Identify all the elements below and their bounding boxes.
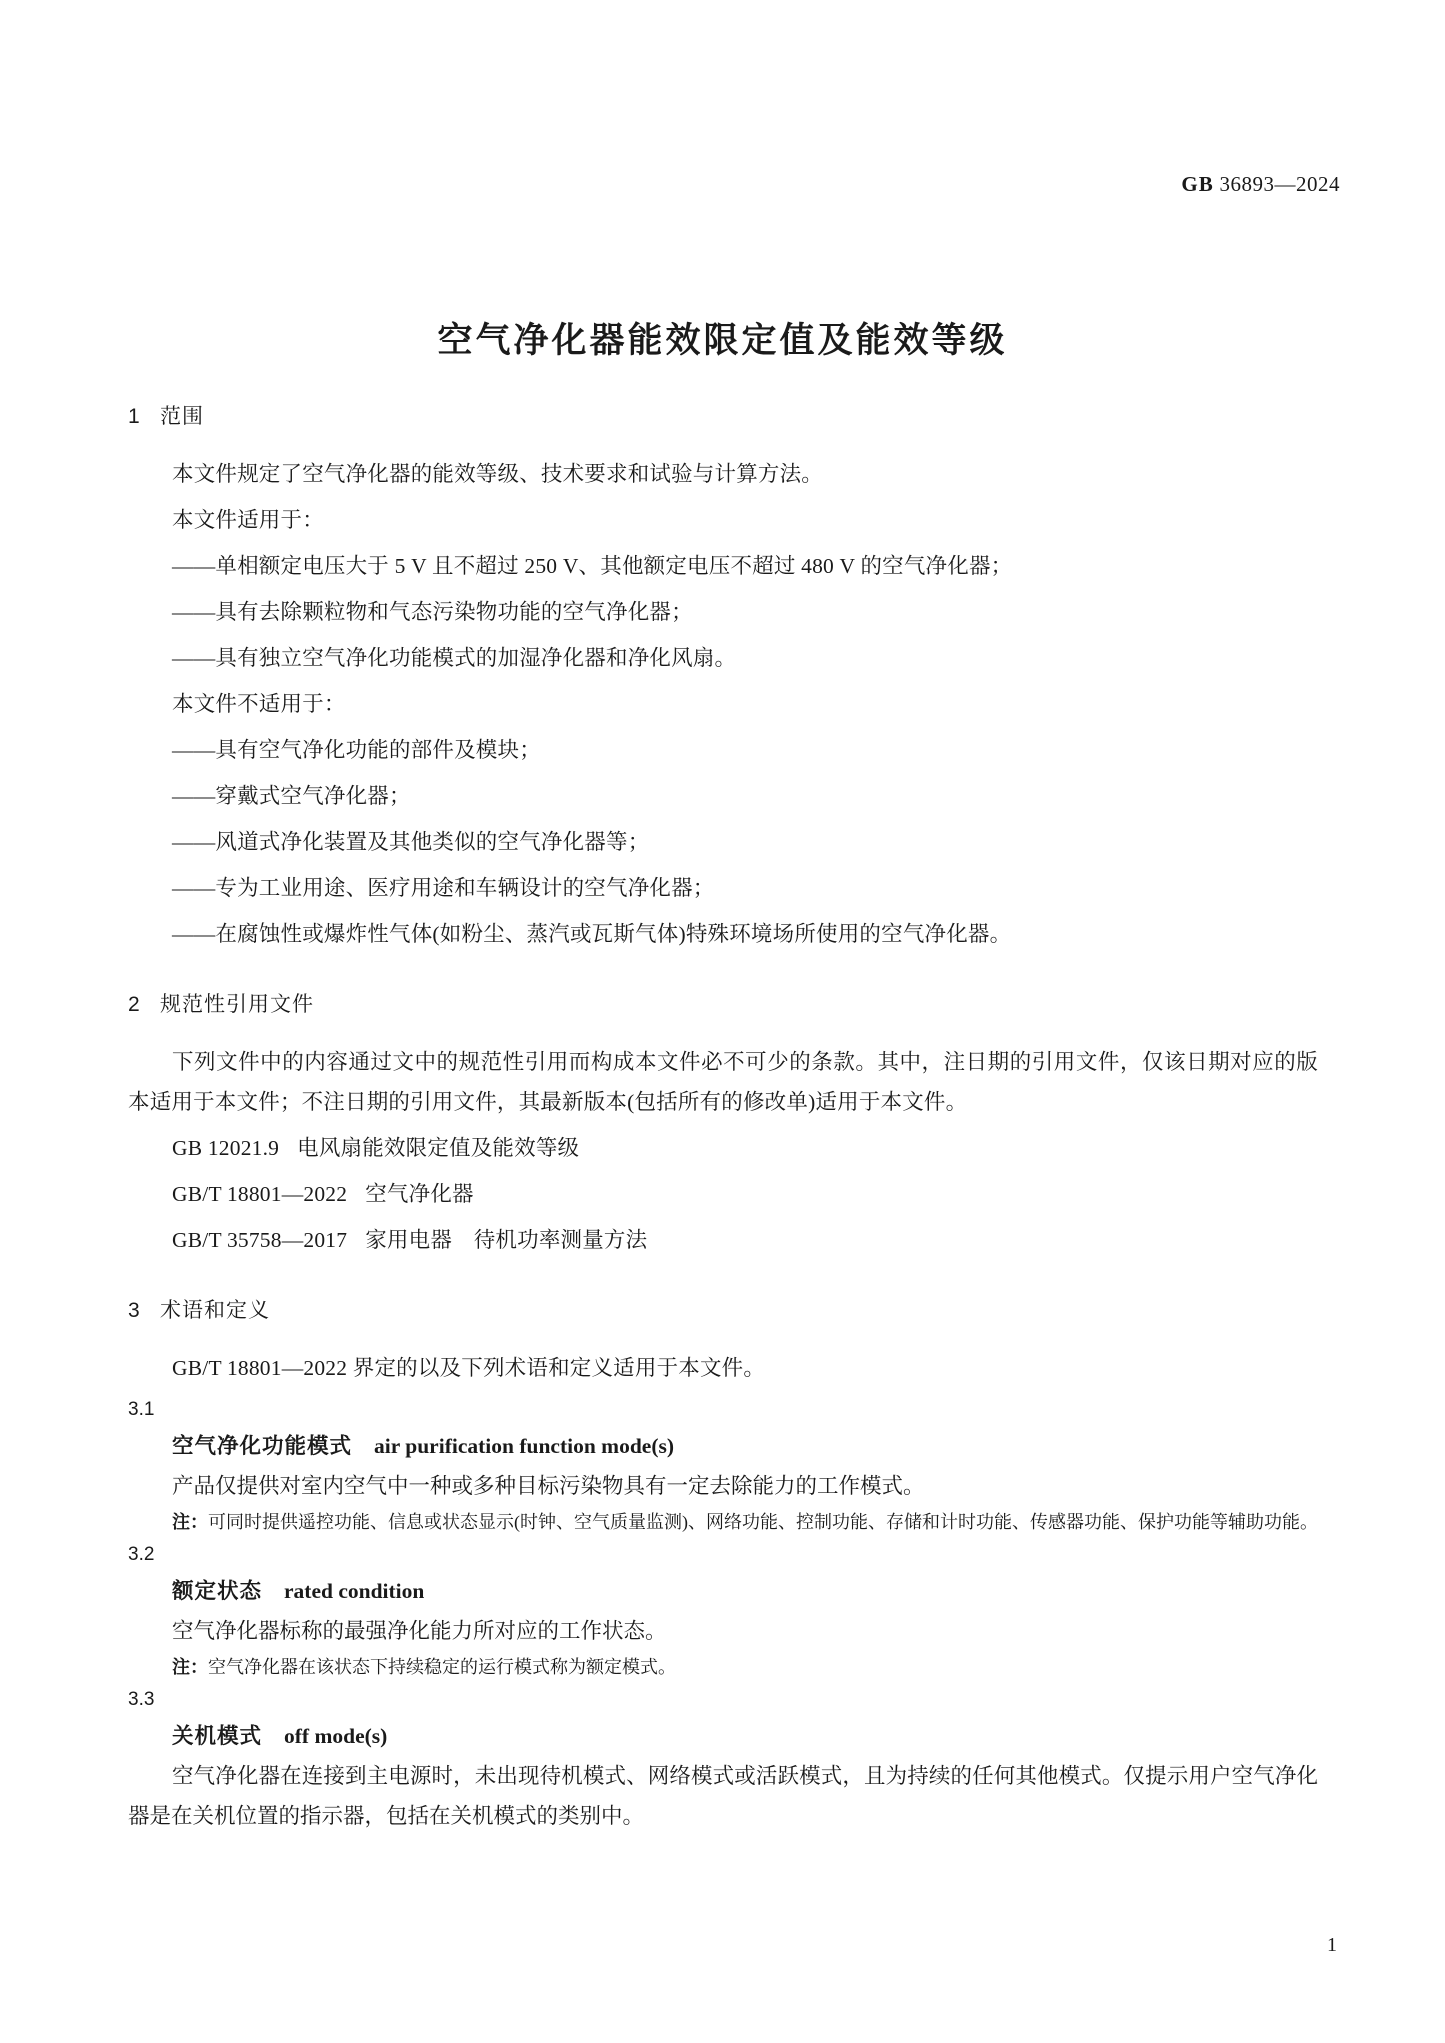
term-name-en-3-1: air purification function mode(s) <box>374 1434 675 1458</box>
term-number-3-3: 3.3 <box>128 1689 155 1710</box>
term-name-zh-3-1: 空气净化功能模式 <box>172 1434 353 1458</box>
term-name-3-3 <box>128 1716 1318 1756</box>
reference-name-2: 家用电器 待机功率测量方法 <box>365 1228 648 1252</box>
term-number-3-2: 3.2 <box>128 1544 155 1565</box>
clause1-list-item-2: ——具有独立空气净化功能模式的加湿净化器和净化风扇。 <box>172 646 737 670</box>
clause-title-2: 规范性引用文件 <box>160 993 314 1016</box>
term-definition-3-2: 空气净化器标称的最强净化能力所对应的工作状态。 <box>172 1619 667 1643</box>
normative-reference-1 <box>128 1174 1318 1214</box>
running-header <box>1181 172 1340 197</box>
clause-number-3: 3 <box>128 1299 141 1322</box>
reference-code-1: GB/T 18801—2022 <box>172 1182 348 1206</box>
clause1-list-item-0: ——单相额定电压大于 5 V 且不超过 250 V、其他额定电压不超过 480 V 的空气净化器； <box>172 554 1013 578</box>
reference-code-2: GB/T 35758—2017 <box>172 1228 348 1252</box>
term-name-en-3-2: rated condition <box>284 1579 425 1603</box>
note-text-3-1: 可同时提供遥控功能、信息或状态显示(时钟、空气质量监测)、网络功能、控制功能、存储和计时功能、传感器功能、保护功能等辅助功能。 <box>208 1512 1318 1532</box>
clause2-intro: 下列文件中的内容通过文中的规范性引用而构成本文件必不可少的条款。其中，注日期的引用文件，仅该日期对应的版本适用于本文件；不注日期的引用文件，其最新版本(包括所有的修改单)适用于本文件。 <box>128 1050 1318 1114</box>
clause1-list-item-3: ——具有空气净化功能的部件及模块； <box>172 738 541 762</box>
reference-name-1: 空气净化器 <box>365 1182 474 1206</box>
clause-number-2: 2 <box>128 993 141 1016</box>
term-note-3-2 <box>128 1651 1318 1684</box>
clause1-paragraph-1: 本文件适用于： <box>172 508 324 532</box>
term-name-en-3-3: off mode(s) <box>284 1724 388 1748</box>
standard-prefix: GB <box>1181 172 1214 196</box>
term-note-3-1 <box>128 1506 1318 1539</box>
clause-title-3: 术语和定义 <box>160 1299 270 1322</box>
clause1-list-item-4: ——穿戴式空气净化器； <box>172 784 411 808</box>
clause1-list-item-1: ——具有去除颗粒物和气态污染物功能的空气净化器； <box>172 600 693 624</box>
standard-number: 36893—2024 <box>1213 172 1340 196</box>
page-title: 空气净化器能效限定值及能效等级 <box>437 321 1008 361</box>
normative-reference-0 <box>128 1128 1318 1168</box>
note-label-3-1: 注： <box>172 1512 208 1532</box>
normative-reference-2 <box>128 1220 1318 1260</box>
term-name-3-1 <box>128 1426 1318 1466</box>
clause1-list-item-7: ——在腐蚀性或爆炸性气体(如粉尘、蒸汽或瓦斯气体)特殊环境场所使用的空气净化器。 <box>172 922 1012 946</box>
page-number: 1 <box>1327 1934 1337 1956</box>
clause-heading-3 <box>128 1294 1318 1324</box>
clause-heading-2 <box>128 988 1318 1018</box>
term-name-zh-3-2: 额定状态 <box>172 1579 263 1603</box>
clause-heading-1 <box>128 400 1318 430</box>
clause1-list-item-5: ——风道式净化装置及其他类似的空气净化器等； <box>172 830 650 854</box>
clause-title-1: 范围 <box>160 405 204 428</box>
clause3-intro: GB/T 18801—2022 界定的以及下列术语和定义适用于本文件。 <box>172 1356 766 1380</box>
reference-name-0: 电风扇能效限定值及能效等级 <box>297 1136 580 1160</box>
reference-code-0: GB 12021.9 <box>172 1136 280 1160</box>
term-name-zh-3-3: 关机模式 <box>172 1724 263 1748</box>
term-name-3-2 <box>128 1571 1318 1611</box>
document-body <box>128 400 1318 1836</box>
term-definition-3-3: 空气净化器在连接到主电源时，未出现待机模式、网络模式或活跃模式，且为持续的任何其他模式。仅提示用户空气净化器是在关机位置的指示器，包括在关机模式的类别中。 <box>128 1764 1318 1828</box>
term-definition-3-1: 产品仅提供对室内空气中一种或多种目标污染物具有一定去除能力的工作模式。 <box>172 1474 925 1498</box>
note-label-3-2: 注： <box>172 1657 208 1677</box>
clause1-list-item-6: ——专为工业用途、医疗用途和车辆设计的空气净化器； <box>172 876 715 900</box>
clause1-paragraph-2: 本文件不适用于： <box>172 692 346 716</box>
note-text-3-2: 空气净化器在该状态下持续稳定的运行模式称为额定模式。 <box>208 1657 676 1677</box>
clause-number-1: 1 <box>128 405 141 428</box>
term-number-3-1: 3.1 <box>128 1399 155 1420</box>
clause1-paragraph-0: 本文件规定了空气净化器的能效等级、技术要求和试验与计算方法。 <box>172 462 824 486</box>
